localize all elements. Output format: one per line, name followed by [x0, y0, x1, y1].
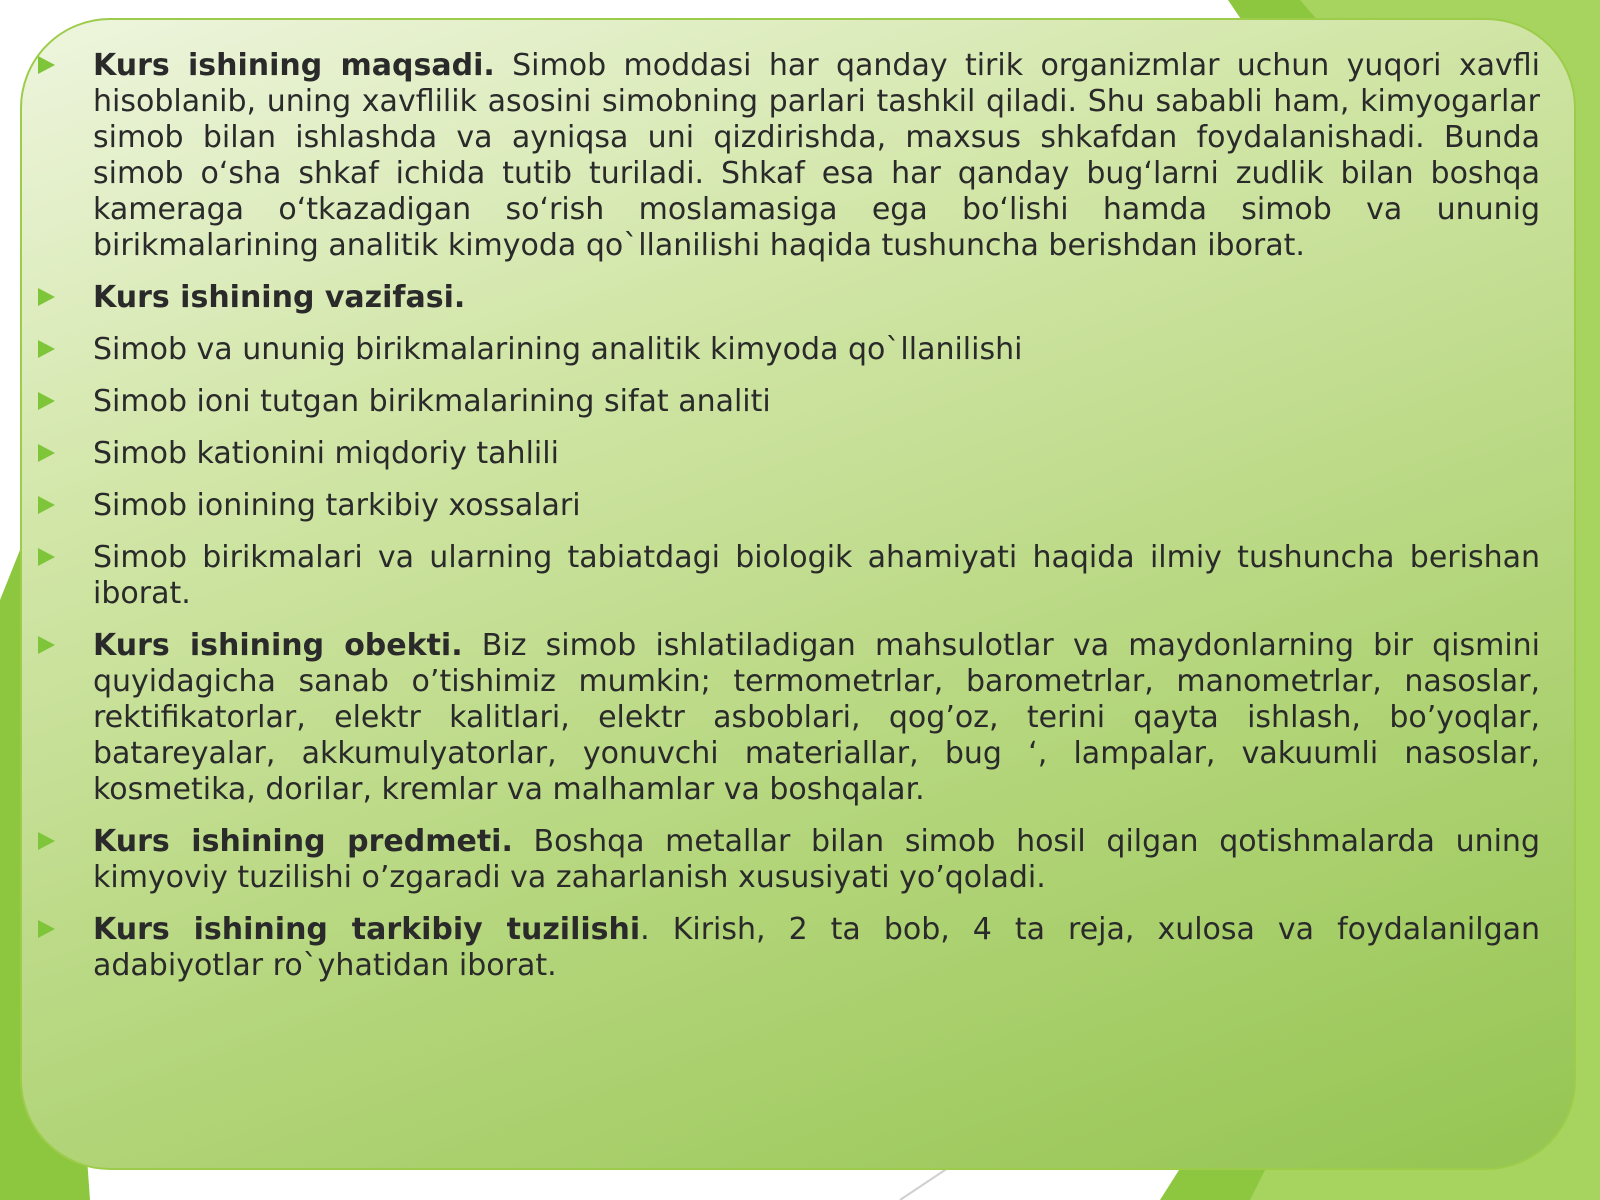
list-item — [30, 384, 1540, 420]
item-text: Simob ionining tarkibiy xossalari — [93, 488, 581, 523]
item-heading: Kurs ishining tarkibiy tuzilishi — [93, 912, 641, 947]
triangle-right-icon — [38, 288, 55, 306]
item-heading: Kurs ishining maqsadi. — [93, 48, 495, 83]
triangle-right-icon — [38, 56, 55, 74]
item-text: . Kirish, 2 ta bob, 4 ta reja, xulosa va foydalanilgan adabiyotlar ro`yhatidan iborat. — [93, 912, 1541, 983]
triangle-right-icon — [38, 832, 55, 850]
item-text: Boshqa metallar bilan simob hosil qilgan qotishmalarda uning kimyoviy tuzilishi o’zgaradi va zaharlanish xususiyati yo’qoladi. — [93, 824, 1540, 895]
item-heading: Kurs ishining predmeti. — [93, 824, 513, 859]
list-item — [30, 628, 1540, 808]
item-text: Simob kationini miqdoriy tahlili — [93, 436, 559, 471]
list-item — [30, 540, 1540, 612]
item-text: Simob moddasi har qanday tirik organizmlar uchun yuqori xavfli hisoblanib, uning xavflilik asosini simobning parlari tashkil qiladi. Shu sababli ham, kimyogarlar simob bilan ishlashda va ayniqsa uni qizdirishda, maxsus shkafdan foydalanishadi. Bunda simob o‘sha shkaf ichida tutib turiladi. Shkaf esa har qanday bug‘larni zudlik bilan boshqa kameraga o‘tkazadigan so‘rish moslamasiga ega bo‘lishi hamda simob va ununig birikmalarining analitik kimyoda qo`llanilishi haqida tushuncha berishdan iborat. — [93, 48, 1541, 263]
triangle-right-icon — [38, 636, 55, 654]
bullet-list — [30, 48, 1540, 1000]
list-item — [30, 488, 1540, 524]
triangle-right-icon — [38, 392, 55, 410]
list-item — [30, 332, 1540, 368]
item-text: Biz simob ishlatiladigan mahsulotlar va maydonlarning bir qismini quyidagicha sanab o’tishimiz mumkin; termometrlar, barometrlar, manometrlar, nasoslar, rektifikatorlar, elektr kalitlari, elektr asboblari, qog’oz, terini qayta ishlash, bo’yoqlar, batareyalar, akkumulyatorlar, yonuvchi materiallar, bug ‘, lampalar, vakuumli nasoslar, kosmetika, dorilar, kremlar va malhamlar va boshqalar. — [93, 628, 1541, 807]
triangle-right-icon — [38, 340, 55, 358]
item-text: Simob ioni tutgan birikmalarining sifat analiti — [93, 384, 771, 419]
item-heading: Kurs ishining vazifasi. — [93, 280, 466, 315]
item-text: Simob birikmalari va ularning tabiatdagi biologik ahamiyati haqida ilmiy tushuncha berishan iborat. — [93, 540, 1540, 611]
triangle-right-icon — [38, 548, 55, 566]
list-item — [30, 280, 1540, 316]
item-heading: Kurs ishining obekti. — [93, 628, 463, 663]
triangle-right-icon — [38, 444, 55, 462]
list-item — [30, 912, 1540, 984]
list-item — [30, 824, 1540, 896]
list-item — [30, 48, 1540, 264]
list-item — [30, 436, 1540, 472]
item-text: Simob va ununig birikmalarining analitik kimyoda qo`llanilishi — [93, 332, 1023, 367]
triangle-right-icon — [38, 496, 55, 514]
triangle-right-icon — [38, 920, 55, 938]
